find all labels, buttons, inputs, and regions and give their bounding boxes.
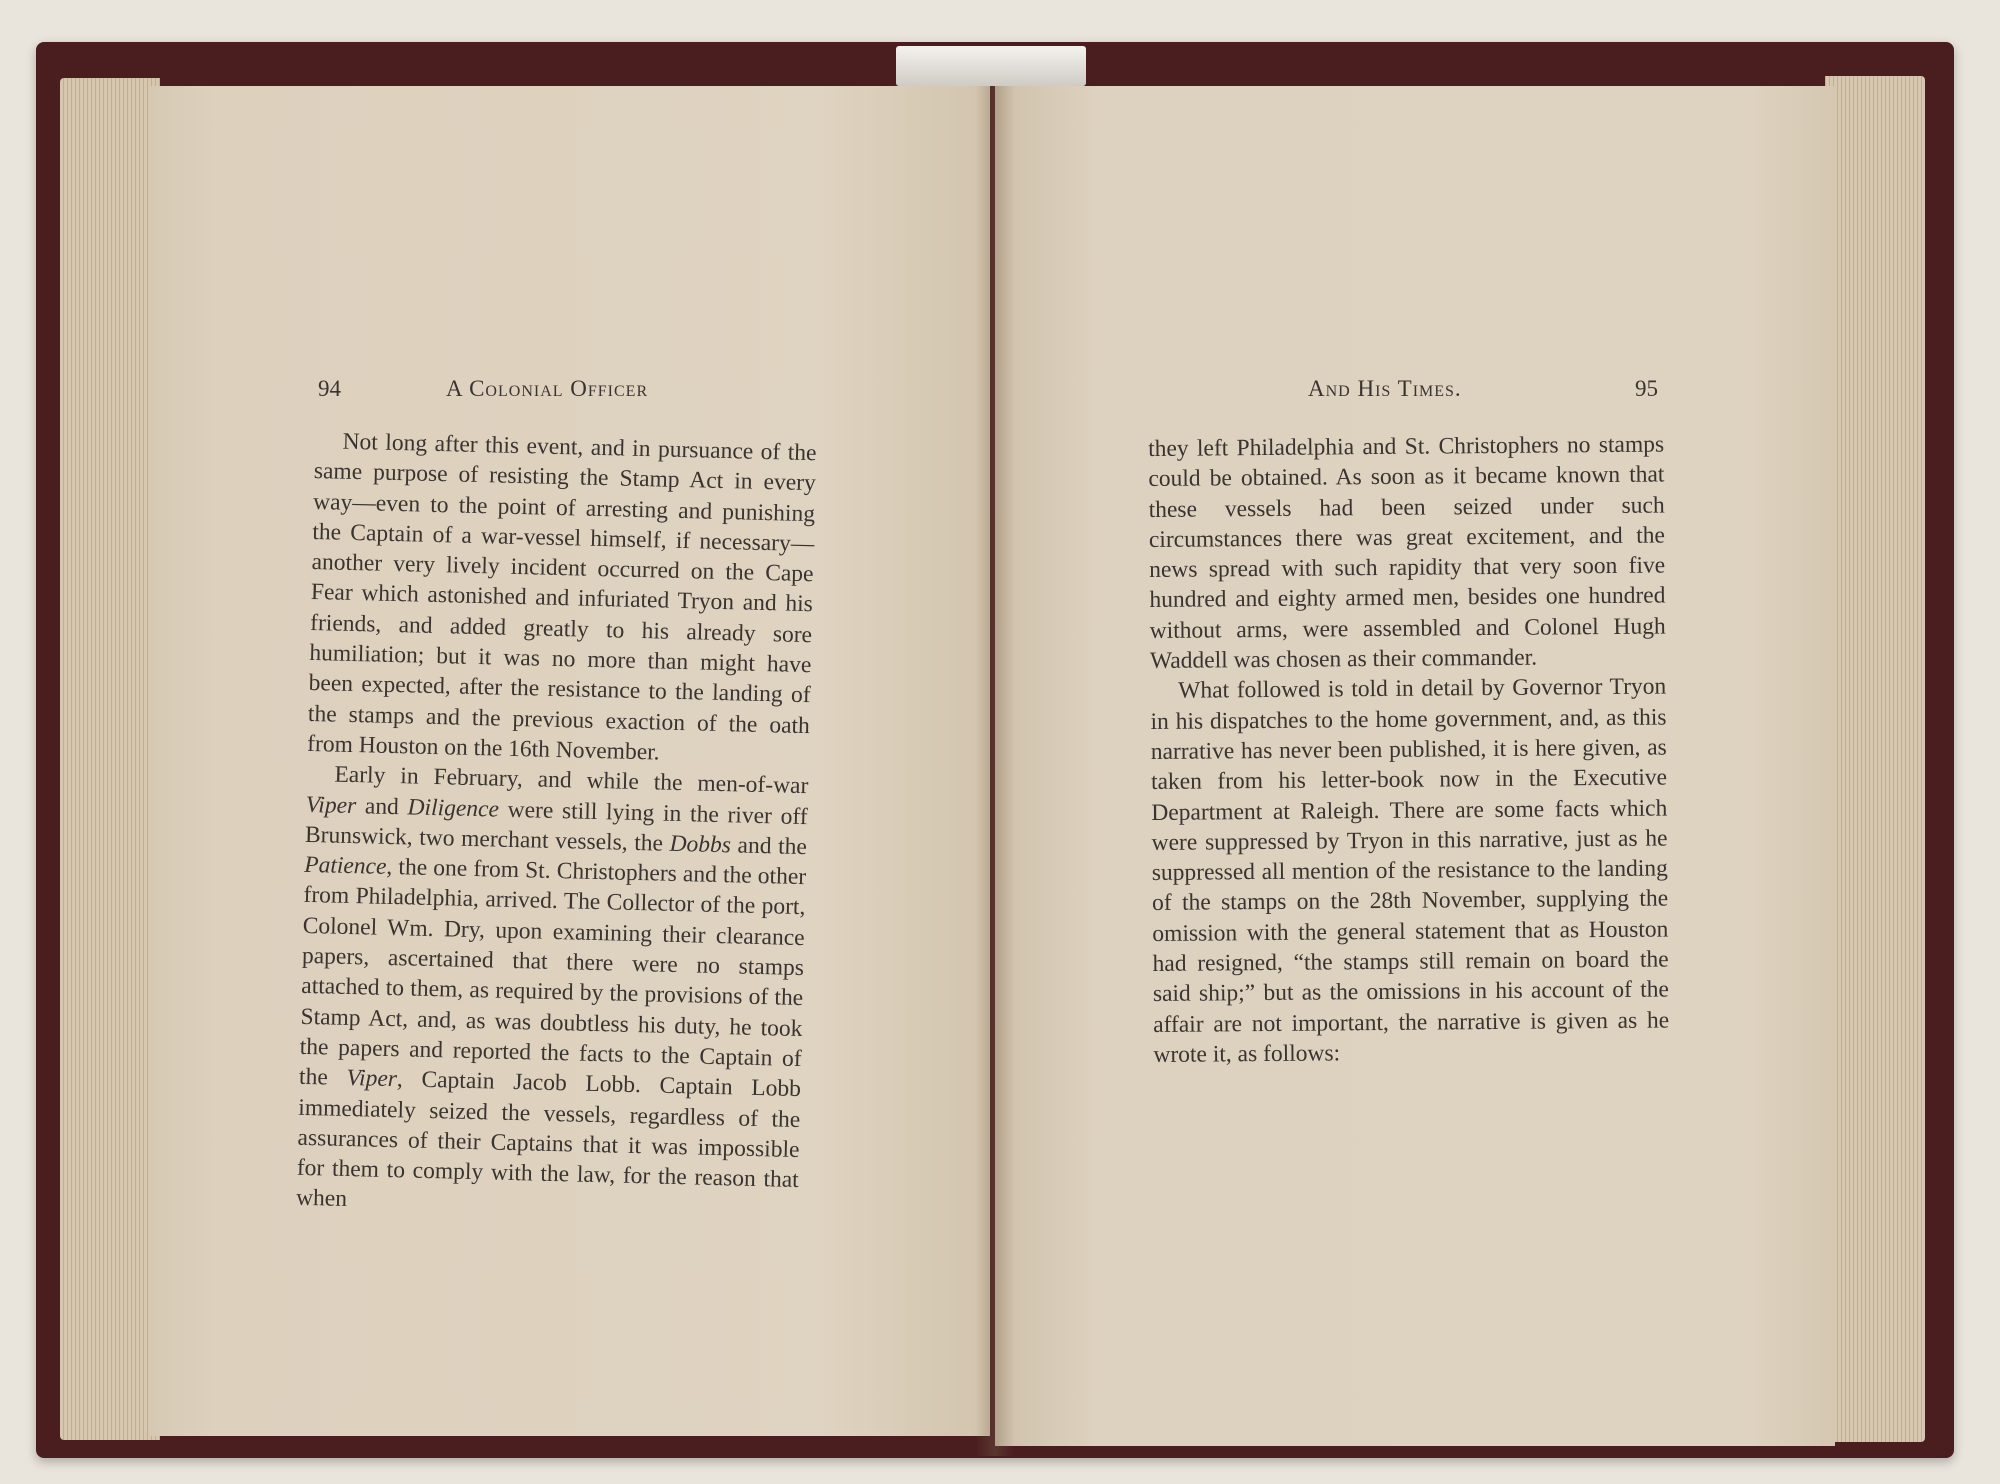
text-run: What followed is told in detail by Governor Tryon in his dispatches to the home government, and, as this narrative has never been published, it is here given, as taken from his letter-book now in the Executive Department at Raleigh. There are some facts which were suppressed by Tryon in this narrative, just as he suppressed all mention of the resistance to the landing of the stamps on the 28th November, supplying the omission with the general statement that as Houston had resigned, “the stamps still remain on board the said ship;” but as the omissions in his account of the affair are not important, the narrative is given as he wrote it, as follows:	[1150, 673, 1670, 1068]
right-page	[995, 86, 1835, 1446]
left-page	[150, 86, 990, 1436]
paragraph	[307, 426, 817, 771]
paragraph	[1150, 672, 1669, 1070]
italic-text: Viper	[305, 791, 357, 819]
spine-binding-strip	[896, 46, 1086, 86]
paragraph	[296, 759, 809, 1226]
text-run: were still lying in the river off Brunswick, two merchant vessels, the	[304, 796, 808, 857]
right-page-edges	[1825, 76, 1925, 1442]
text-run: Early in February, and while the men-of-war	[334, 761, 809, 800]
italic-text: Viper	[346, 1065, 398, 1093]
text-run: and the	[730, 832, 808, 860]
right-page-number: 95	[1635, 376, 1658, 401]
left-text-block	[296, 426, 817, 1226]
left-page-number: 94	[318, 376, 341, 401]
book-gutter	[975, 86, 1015, 1456]
right-running-head: And His Times.	[1308, 376, 1462, 401]
italic-text: Dobbs	[669, 830, 732, 859]
paragraph	[1148, 429, 1666, 676]
text-run: and	[355, 792, 408, 820]
text-run: , the one from St. Christophers and the other from Philadelphia, arrived. The Collector of the port, Colonel Wm. Dry, upon examining their clearance papers, ascertained that there were no stamps attached to them, as required by the provisions of the Stamp Act, and, as was doubtless his duty, he took the papers and reported the facts to the Captain of the	[298, 854, 807, 1092]
left-running-head: A Colonial Officer	[446, 376, 649, 401]
italic-text: Patience	[303, 852, 387, 881]
italic-text: Diligence	[407, 793, 500, 823]
text-run: they left Philadelphia and St. Christophers no stamps could be obtained. As soon as it became known that these vessels had been seized under such circumstances there was great excitement, and the news spread with such rapidity that very soon five hundred and eighty armed men, besides one hundred without arms, were assembled and Colonel Hugh Waddell was chosen as their commander.	[1148, 431, 1666, 675]
text-run: Not long after this event, and in pursuance of the same purpose of resisting the Stamp Act in every way—even to the point of arresting and punishing the Captain of a war-vessel himself, if necessary—another very lively incident occurred on the Cape Fear which astonished and infuriated Tryon and his friends, and added greatly to his already sore humiliation; but it was no more than might have been expected, after the resistance to the landing of the stamps and the previous exaction of the oath from Houston on the 16th November.	[306, 428, 817, 766]
left-page-edges	[60, 78, 160, 1440]
right-text-block	[1148, 429, 1670, 1070]
text-run: , Captain Jacob Lobb. Captain Lobb immediately seized the vessels, regardless of the assurances of their Captains that it was impossible for them to comply with the law, for the reason that when	[295, 1066, 802, 1213]
